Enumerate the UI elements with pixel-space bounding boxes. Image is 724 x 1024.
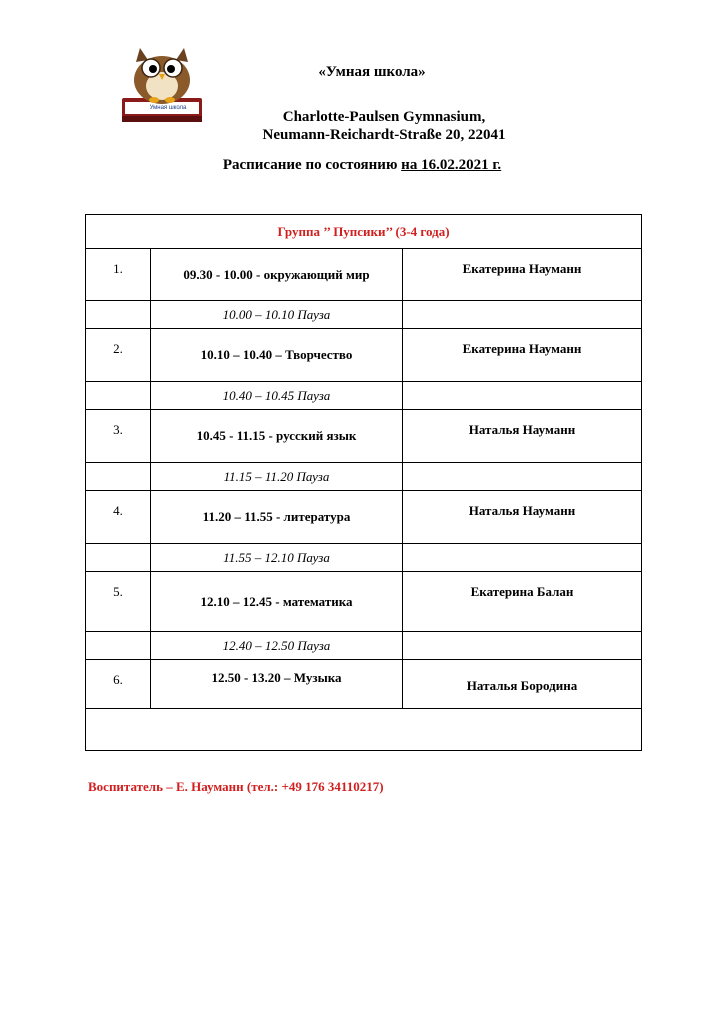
table-row [86,491,642,544]
lesson-number: 3. [86,410,151,463]
lesson-teacher: Наталья Бородина [403,660,642,709]
table-row [86,660,642,709]
logo-text: Умная школа [149,105,187,111]
lesson-time-subject: 12.50 - 13.20 – Музыка [151,660,403,709]
teacher-contact: Воспитатель – Е. Науманн (тел.: +49 176 34110217) [88,779,384,794]
schedule-date-line [0,157,724,174]
lesson-number: 6. [86,660,151,709]
lesson-time-subject: 11.20 – 11.55 - литература [151,491,403,544]
table-row [86,410,642,463]
lesson-number: 1. [86,249,151,301]
table-row [86,572,642,632]
lesson-number: 2. [86,329,151,382]
school-name: «Умная школа» [318,64,426,80]
lesson-teacher: Наталья Науманн [403,491,642,544]
lesson-teacher: Екатерина Науманн [403,249,642,301]
table-row [86,249,642,301]
lesson-teacher: Екатерина Балан [403,572,642,632]
pause-time: 11.15 – 11.20 Пауза [151,463,403,491]
lesson-time-subject: 12.10 – 12.45 - математика [151,572,403,632]
lesson-time-subject: 10.45 - 11.15 - русский язык [151,410,403,463]
as-of-prefix: Расписание по состоянию [222,157,402,173]
schedule-table [85,214,642,751]
pause-time: 10.40 – 10.45 Пауза [151,382,403,410]
table-row [86,329,642,382]
lesson-number: 5. [86,572,151,632]
pause-time: 11.55 – 12.10 Пауза [151,544,403,572]
address: Neumann-Reichardt-Straße 20, 22041 [262,127,506,143]
pause-row [86,382,642,410]
pause-row [86,301,642,329]
lesson-teacher: Наталья Науманн [403,410,642,463]
empty-row [86,709,642,751]
pause-row [86,463,642,491]
pause-time: 10.00 – 10.10 Пауза [151,301,403,329]
lesson-time-subject: 09.30 - 10.00 - окружающий мир [151,249,403,301]
group-title: Группа ’’ Пупсики’’ (3-4 года) [86,215,642,249]
lesson-teacher: Екатерина Науманн [403,329,642,382]
as-of-date: на 16.02.2021 г. [401,157,502,173]
pause-time: 12.40 – 12.50 Пауза [151,632,403,660]
pause-row [86,544,642,572]
lesson-number: 4. [86,491,151,544]
gymnasium-name: Charlotte-Paulsen Gymnasium, [282,109,486,125]
pause-row [86,632,642,660]
lesson-time-subject: 10.10 – 10.40 – Творчество [151,329,403,382]
